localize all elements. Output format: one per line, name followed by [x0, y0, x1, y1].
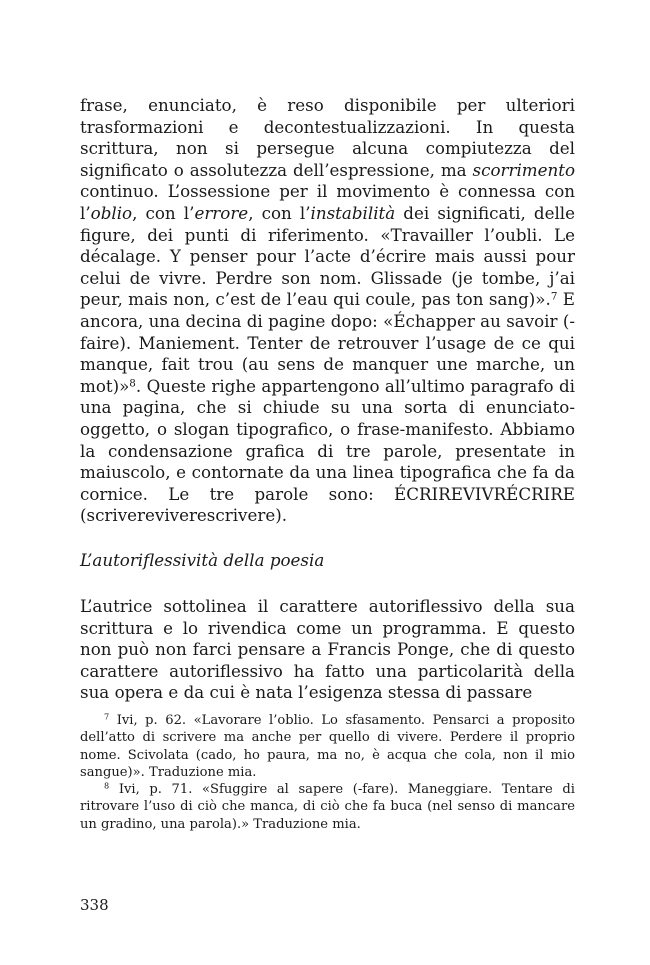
- footnote-number: 7: [104, 711, 110, 722]
- italic-term: instabilità: [310, 202, 396, 223]
- italic-term: scorrimento: [472, 159, 575, 180]
- footnote-number: 8: [104, 780, 110, 791]
- text-run: continuo. L’ossessione per il movimento è connessa con l’: [80, 181, 575, 223]
- text-run: E ancora, una decina di pagine dopo: «Échapper au savoir (-faire). Maniement. Tenter de retrouver l’usage de ce qui manque, fait trou (au sens de manquer une marche, un mot)»: [80, 289, 575, 396]
- main-paragraph: [80, 95, 575, 527]
- footnote-text: Ivi, p. 71. «Sfuggire al sapere (-fare). Maneggiare. Tentare di ritrovare l’uso di ciò che manca, di ciò che fa buca (nel senso di mancare un gradino, una parola).» Traduzione mia.: [80, 782, 575, 832]
- footnotes: [80, 712, 575, 833]
- text-run: dei significati, delle figure, dei punti di riferimento. «Travailler l’oubli. Le décalage. Y penser pour l’acte d’écrire mais aussi pour celui de vivre. Perdre son nom. Glissade (je tombe, j’ai peur, mais non, c’est de l’eau qui coule, pas ton sang)».: [80, 202, 576, 310]
- text-run: . Queste righe appartengono all’ultimo paragrafo di una pagina, che si chiude su una sorta di enunciato-oggetto, o slogan tipografico, o frase-manifesto. Abbiamo la condensazione grafica di tre parole, presentate in maiuscolo, e contornate da una linea tipografica che fa da cornice. Le tre parole sono: ÉCRIREVIVRÉCRIRE (scrivereviverescrivere).: [80, 375, 575, 526]
- text-run: , con l’: [132, 202, 195, 223]
- paragraph-text: [80, 95, 575, 527]
- footnote-8: [80, 781, 575, 833]
- footnote-7: [80, 712, 575, 781]
- page-number: 338: [80, 896, 109, 914]
- italic-term: errore: [194, 202, 249, 223]
- section-heading: L’autoriflessività della poesia: [80, 550, 325, 570]
- footnote-text: Ivi, p. 62. «Lavorare l’oblio. Lo sfasamento. Pensarci a proposito dell’atto di scrivere ma anche per quello di vivere. Perdere il proprio nome. Scivolata (cado, ho paura, ma no, è acqua che cola, non il mio sangue)». Traduzione mia.: [80, 713, 575, 780]
- text-run: , con l’: [248, 202, 311, 223]
- footnote-ref-7[interactable]: 7: [550, 290, 558, 303]
- second-paragraph: L’autrice sottolinea il carattere autoriflessivo della sua scrittura e lo rivendica come un programma. E questo non può non farci pensare a Francis Ponge, che di questo carattere autoriflessivo ha fatto una particolarità della sua opera e da cui è nata l’esigenza stessa di passare: [80, 596, 575, 703]
- italic-term: oblio: [90, 202, 133, 223]
- text-run: frase, enunciato, è reso disponibile per ulteriori trasformazioni e decontestualizzazioni. In questa scrittura, non si persegue alcuna compiutezza del significato o assolutezza dell’espressione, ma: [80, 95, 575, 180]
- footnote-ref-8[interactable]: 8: [129, 377, 136, 390]
